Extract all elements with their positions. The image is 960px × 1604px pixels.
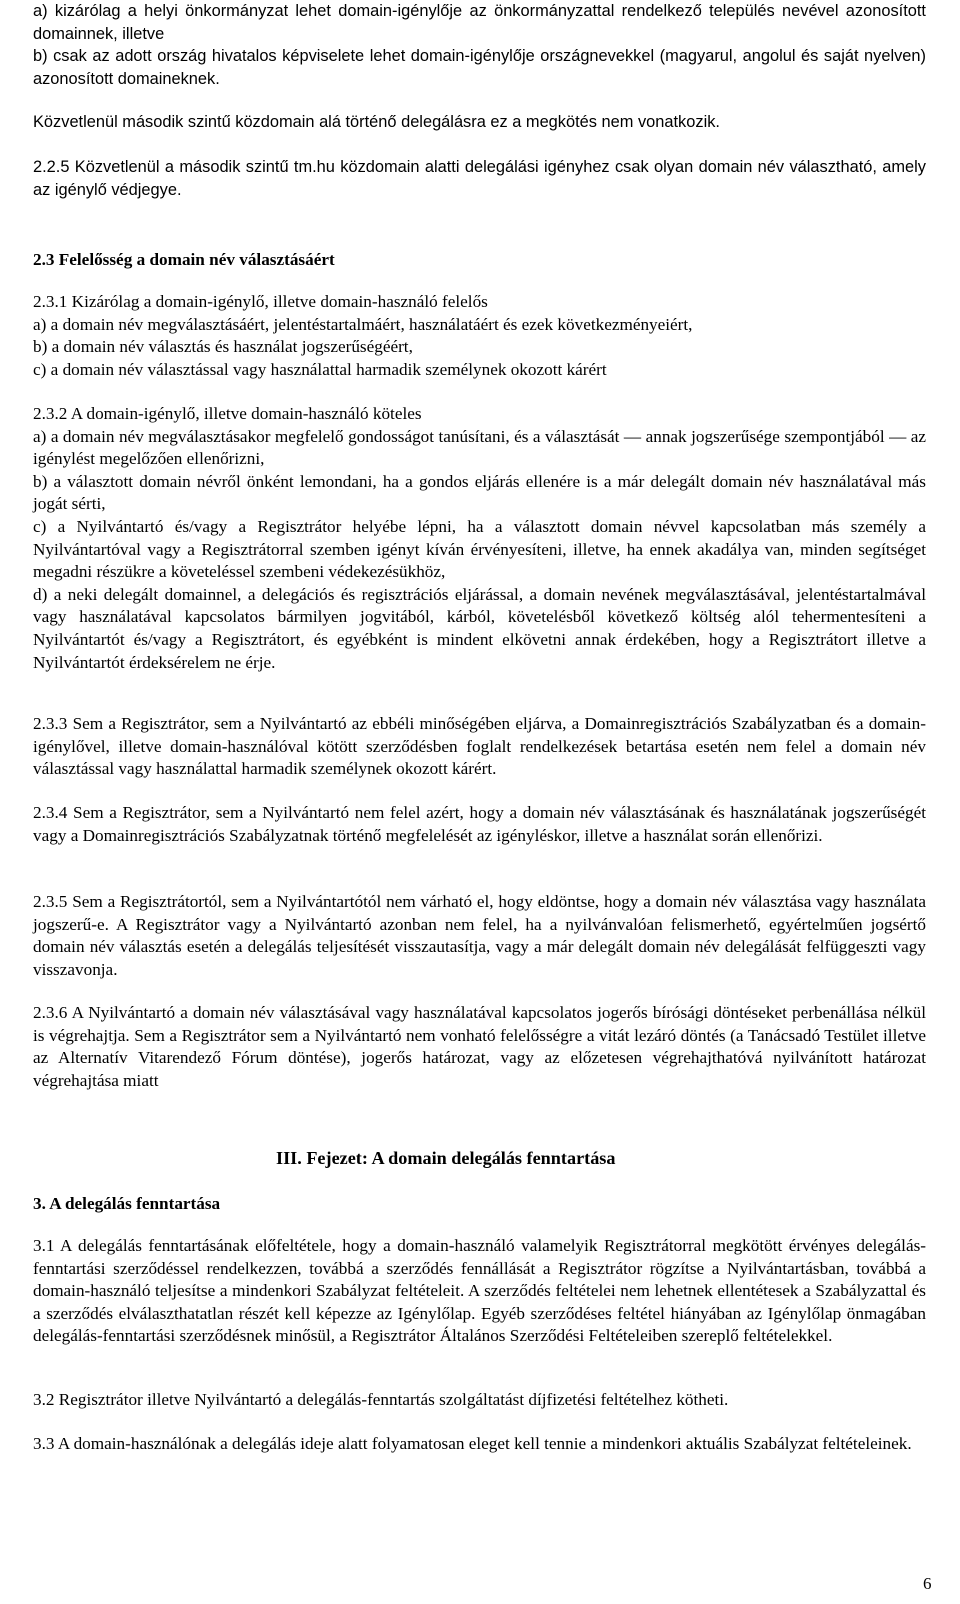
section-2-3-1-a: a) a domain név megválasztásáért, jelentéstartalmáért, használatáért és ezek következményeiért,	[33, 314, 693, 334]
section-2-3-1	[33, 291, 926, 381]
section-2-3-2-d: d) a neki delegált domainnel, a delegációs és regisztrációs eljárással, a domain nevének megválasztásával, jelentéstartalmával vagy használatával kapcsolatos bármilyen jogvitából, kárból, követelésből következő költség alól tehermentesíteni a Nyilvántartót és/vagy a Regisztrátort, és egyébként is mindent elkövetni annak érdekében, hogy a Regisztrátort illetve a Nyilvántartót érdeksérelem ne érje.	[33, 584, 926, 672]
section-3-1: 3.1 A delegálás fenntartásának előfeltétele, hogy a domain-használó valamelyik Regisztrátorral megkötött érvényes delegálás-fenntartási szerződéssel rendelkezzen, továbbá a szerződés fennállását a Regisztrátor rögzítse a Nyilvántartásban, továbbá a domain-használó teljesítse a mindenkori Szabályzat feltételeit. A szerződés feltételei nem lehetnek ellentétesek a Szabályzattal és a szerződés elválaszthatatlan részét kell képezze az Igénylőlap. Egyéb szerződéses feltétel hiányában az Igénylőlap önmagában delegálás-fenntartási szerződésnek minősül, a Regisztrátor Általános Szerződési Feltételeiben szereplő feltételekkel.	[33, 1236, 926, 1346]
intro-restriction-a: a) kizárólag a helyi önkormányzat lehet domain-igénylője az önkormányzattal rendelkező település nevével azonosított domainnek, illetve	[33, 2, 926, 43]
section-3-3: 3.3 A domain-használónak a delegálás ideje alatt folyamatosan eleget kell tennie a mindenkori aktuális Szabályzat feltételeinek.	[33, 1434, 912, 1453]
section-2-2-5: 2.2.5 Közvetlenül a második szintű tm.hu közdomain alatti delegálási igényhez csak olyan domain név választható, amely az igénylő védjegye.	[33, 158, 926, 199]
section-2-3-2-b: b) a választott domain névről önként lemondani, ha a gondos eljárás ellenére is a már delegált domain név használatával más jogát sérti,	[33, 471, 926, 514]
section-2-3-2-a: a) a domain név megválasztásakor megfelelő gondosságot tanúsítani, és a választását — annak jogszerűsége szempontjából — az igénylést megelőzően ellenőrizni,	[33, 426, 926, 469]
section-2-3-2-intro: 2.3.2 A domain-igénylő, illetve domain-használó köteles	[33, 404, 422, 423]
section-2-3-3: 2.3.3 Sem a Regisztrátor, sem a Nyilvántartó az ebbéli minőségében eljárva, a Domainregisztrációs Szabályzatban és a domain-igénylővel, illetve domain-használóval kötött szerződésben foglalt rendelkezések betartása esetén nem felel a domain név választással vagy használattal harmadik személynek okozott kárért.	[33, 714, 926, 779]
heading-2-3: 2.3 Felelősség a domain név választásáért	[33, 250, 335, 269]
page-number: 6	[923, 1574, 932, 1593]
section-3-2: 3.2 Regisztrátor illetve Nyilvántartó a delegálás-fenntartás szolgáltatást díjfizetési feltételhez kötheti.	[33, 1390, 729, 1409]
intro-restriction-note: Közvetlenül második szintű közdomain alá történő delegálásra ez a megkötés nem vonatkozik.	[33, 113, 720, 131]
section-3-title: 3. A delegálás fenntartása	[33, 1194, 221, 1213]
section-2-3-6: 2.3.6 A Nyilvántartó a domain név választásával vagy használatával kapcsolatos jogerős bírósági döntéseket perbenállása nélkül is végrehajtja. Sem a Regisztrátor sem a Nyilvántartó nem vonható felelősségre a vitát lezáró döntés (a Tanácsadó Testület illetve az Alternatív Vitarendező Fórum döntése), jogerős határozat, vagy az előzetesen végrehajthatóvá nyilvánított határozat végrehajtása miatt	[33, 1003, 926, 1090]
intro-restriction-b: b) csak az adott ország hivatalos képviselete lehet domain-igénylője országnevekkel (magyarul, angolul és saját nyelven) azonosított domaineknek.	[33, 47, 926, 88]
section-2-3-1-b: b) a domain név választás és használat jogszerűségéért,	[33, 337, 413, 357]
section-2-3-5: 2.3.5 Sem a Regisztrátortól, sem a Nyilvántartótól nem várható el, hogy eldöntse, hogy a domain név választása vagy használata jogszerű-e. A Regisztrátor vagy a Nyilvántartó azonban nem felel, ha a nyilvánvalóan felismerhető, egyértelműen jogsértő domain név választás esetén a delegálás teljesítését visszautasítja, vagy a már delegált domain név delegálását felfüggeszti vagy visszavonja.	[33, 892, 926, 979]
section-2-3-2	[33, 403, 926, 674]
chapter-title: III. Fejezet: A domain delegálás fenntartása	[276, 1148, 616, 1168]
section-2-3-2-c: c) a Nyilvántartó és/vagy a Regisztrátor helyébe lépni, ha a választott domain névvel kapcsolatban más személy a Nyilvántartóval vagy a Regisztrátorral szemben igényt kíván érvényesíteni, illetve, ha ennek akadálya van, minden segítséget megadni részükre a követeléssel szembeni védekezésükhöz,	[33, 516, 926, 582]
section-2-3-4: 2.3.4 Sem a Regisztrátor, sem a Nyilvántartó nem felel azért, hogy a domain név választásának és használatának jogszerűségét vagy a Domainregisztrációs Szabályzatnak történő megfelelését az igényléskor, illetve a használat során ellenőrizi.	[33, 803, 926, 845]
section-2-3-1-c: c) a domain név választással vagy használattal harmadik személynek okozott kárért	[33, 359, 607, 379]
section-2-3-1-intro: 2.3.1 Kizárólag a domain-igénylő, illetve domain-használó felelős	[33, 292, 488, 311]
